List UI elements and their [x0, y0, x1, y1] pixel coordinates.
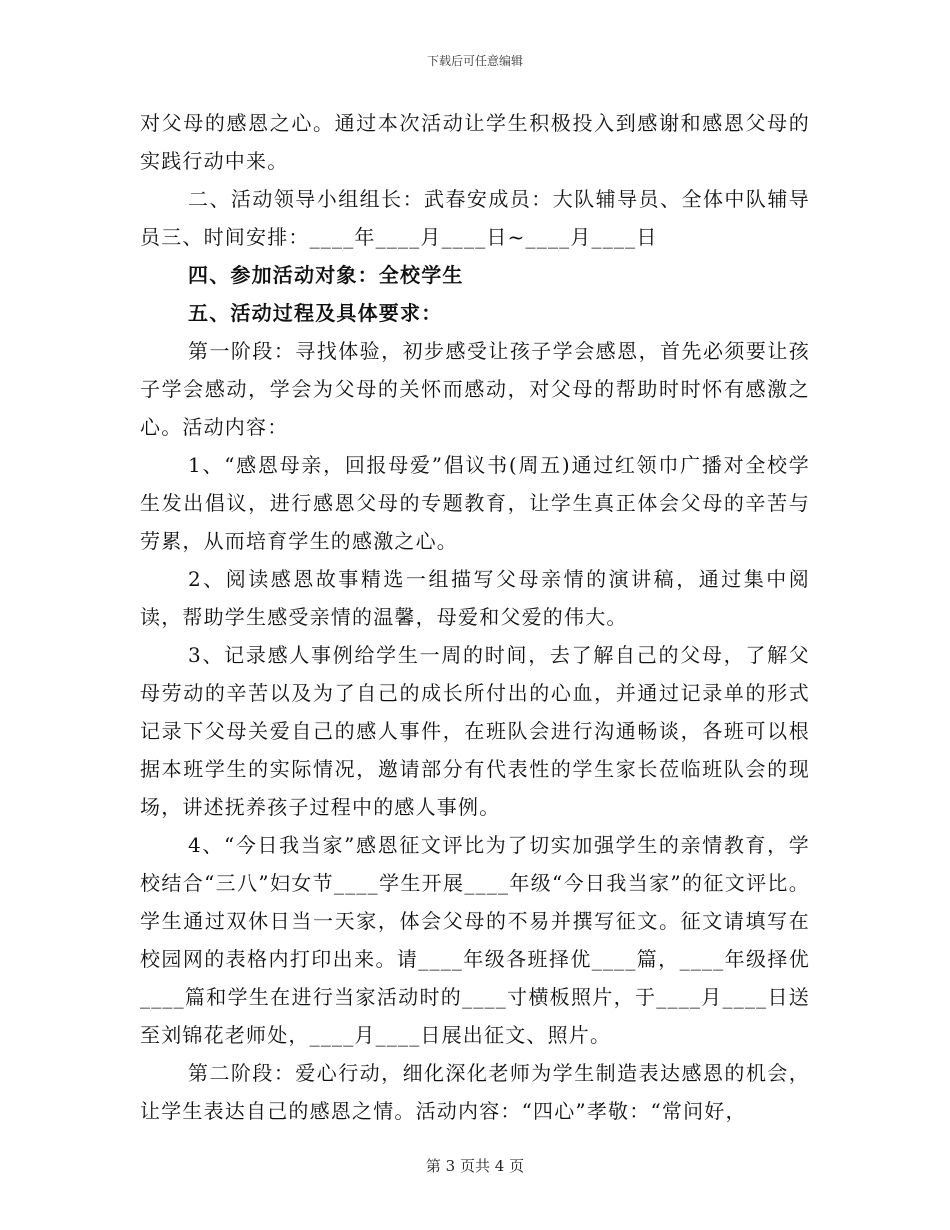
document-body — [140, 104, 810, 1130]
paragraph-item-1: 1、“感恩母亲，回报母爱”倡议书(周五)通过红领巾广播对全校学生发出倡议，进行感恩父母的专题教育，让学生真正体会父母的辛苦与劳累，从而培育学生的感激之心。 — [140, 453, 810, 553]
heading-process: 五、活动过程及具体要求： — [188, 301, 443, 325]
paragraph-leadership-schedule: 二、活动领导小组组长：武春安成员：大队辅导员、全体中队辅导员三、时间安排：____年____月____日~____月____日 — [140, 187, 810, 249]
page-footer: 第 3 页共 4 页 — [425, 1157, 525, 1175]
page-header: 下载后可任意编辑 — [426, 54, 523, 68]
paragraph-item-2: 2、阅读感恩故事精选一组描写父母亲情的演讲稿，通过集中阅读，帮助学生感受亲情的温馨，母爱和父爱的伟大。 — [140, 567, 810, 629]
paragraph-stage-one: 第一阶段：寻找体验，初步感受让孩子学会感恩，首先必须要让孩子学会感动，学会为父母的关怀而感动，对父母的帮助时时怀有感激之心。活动内容： — [140, 339, 810, 439]
heading-participants: 四、参加活动对象：全校学生 — [188, 263, 464, 287]
paragraph-intro-continued: 对父母的感恩之心。通过本次活动让学生积极投入到感谢和感恩父母的实践行动中来。 — [140, 111, 810, 173]
paragraph-item-3: 3、记录感人事例给学生一周的时间，去了解自己的父母，了解父母劳动的辛苦以及为了自己的成长所付出的心血，并通过记录单的形式记录下父母关爱自己的感人事件，在班队会进行沟通畅谈，各班可以根据本班学生的实际情况，邀请部分有代表性的学生家长莅临班队会的现场，讲述抚养孩子过程中的感人事例。 — [140, 643, 810, 819]
paragraph-item-4: 4、“今日我当家”感恩征文评比为了切实加强学生的亲情教育，学校结合“三八”妇女节____学生开展____年级“今日我当家”的征文评比。学生通过双休日当一天家，体会父母的不易并撰写征文。征文请填写在校园网的表格内打印出来。请____年级各班择优____篇，____年级择优____篇和学生在进行当家活动时的____寸横板照片，于____月____日送至刘锦花老师处，____月____日展出征文、照片。 — [140, 833, 810, 1047]
paragraph-stage-two: 第二阶段：爱心行动，细化深化老师为学生制造表达感恩的机会，让学生表达自己的感恩之情。活动内容：“四心”孝敬：“常问好， — [140, 1061, 810, 1123]
